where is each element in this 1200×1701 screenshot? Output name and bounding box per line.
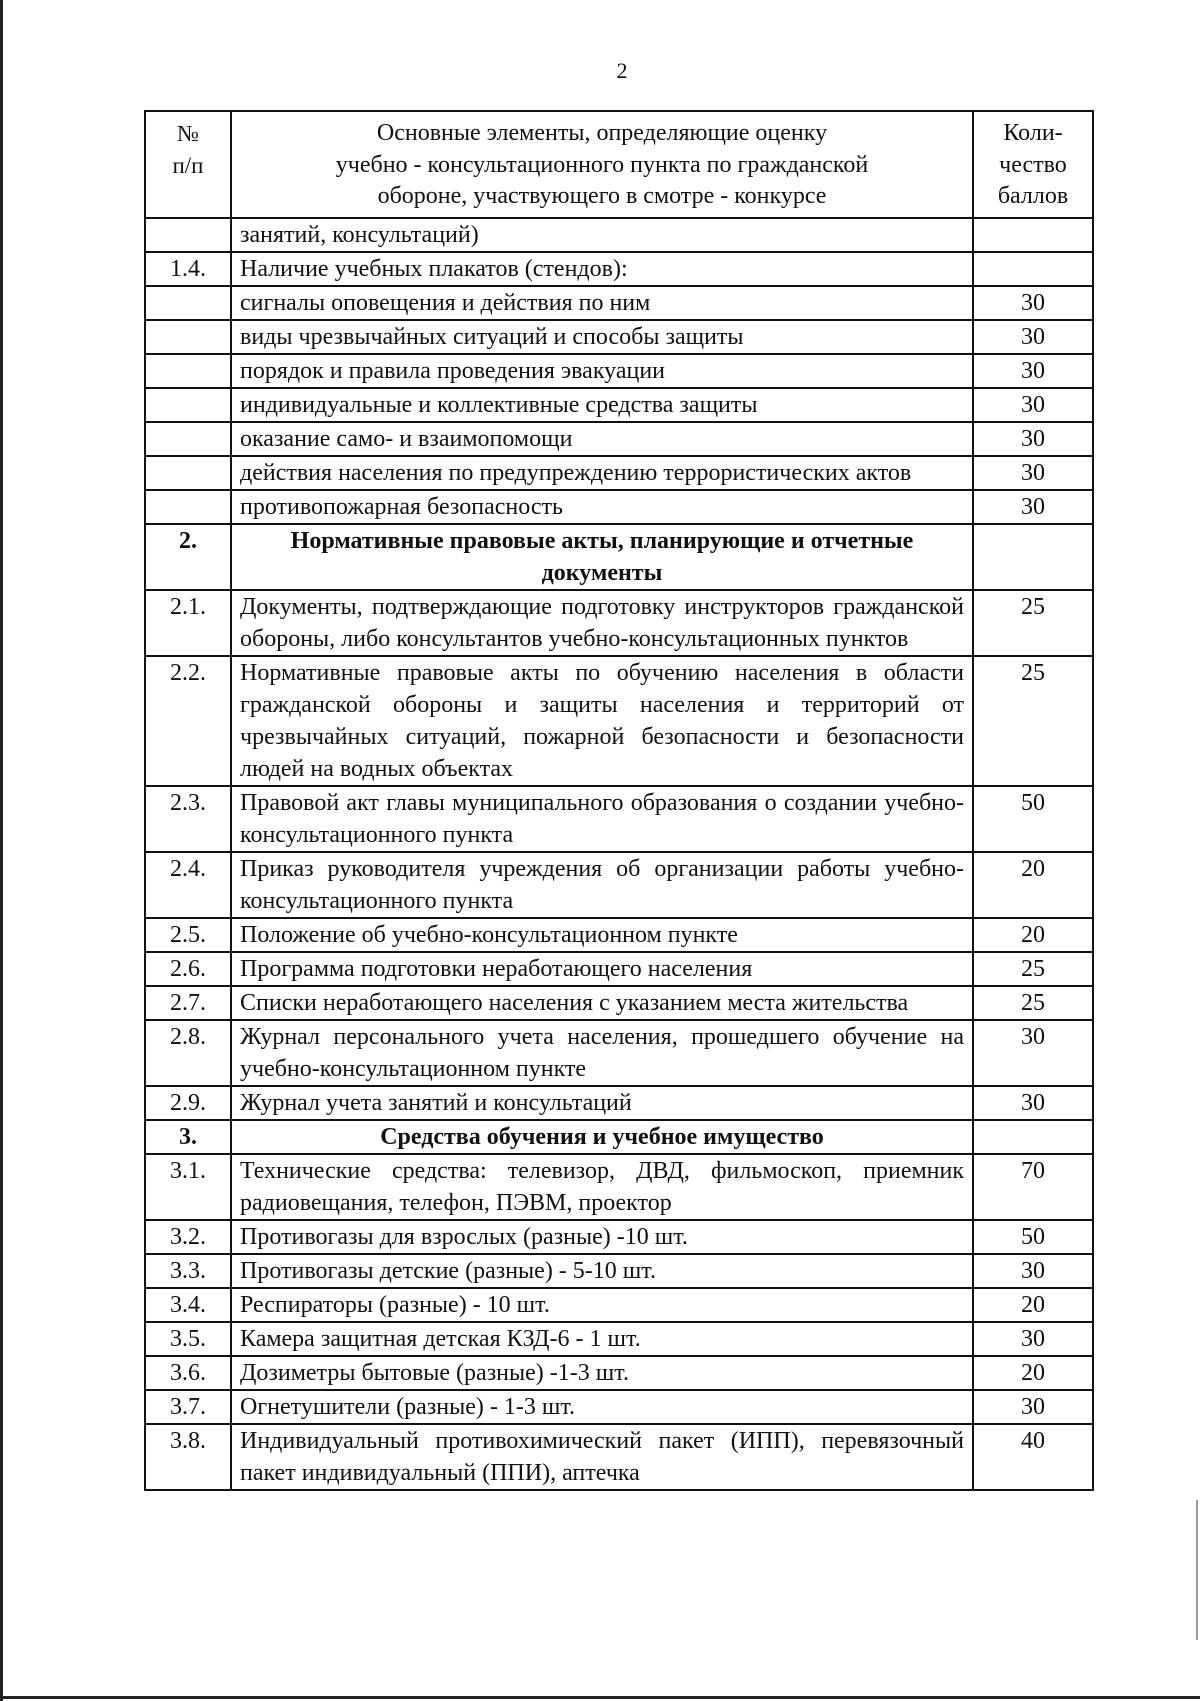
table-row [145, 286, 1093, 320]
row-description: Журнал персонального учета населения, прошедшего обучение на учебно-консультационном пункте [231, 1020, 973, 1086]
row-description: Камера защитная детская КЗД-6 - 1 шт. [231, 1322, 973, 1356]
row-description: противопожарная безопасность [231, 490, 973, 524]
row-description: Противогазы для взрослых (разные) -10 шт. [231, 1220, 973, 1254]
row-description: порядок и правила проведения эвакуации [231, 354, 973, 388]
row-number [145, 354, 231, 388]
row-points: 30 [973, 286, 1093, 320]
scan-edge-left [0, 0, 3, 1701]
row-description: Противогазы детские (разные) - 5-10 шт. [231, 1254, 973, 1288]
scan-edge-bottom [0, 1696, 1200, 1699]
row-description: Наличие учебных плакатов (стендов): [231, 252, 973, 286]
section-row [145, 524, 1093, 590]
row-points [973, 524, 1093, 590]
row-description: сигналы оповещения и действия по ним [231, 286, 973, 320]
table-row [145, 590, 1093, 656]
row-points: 30 [973, 388, 1093, 422]
row-description: Индивидуальный противохимический пакет (ИПП), перевязочный пакет индивидуальный (ППИ), аптечка [231, 1424, 973, 1490]
table-row [145, 786, 1093, 852]
row-number: 2.9. [145, 1086, 231, 1120]
table-row [145, 1086, 1093, 1120]
row-number: 2.6. [145, 952, 231, 986]
row-number: 3.4. [145, 1288, 231, 1322]
row-number [145, 320, 231, 354]
row-description: занятий, консультаций) [231, 218, 973, 252]
table-row [145, 918, 1093, 952]
row-description: Дозиметры бытовые (разные) -1-3 шт. [231, 1356, 973, 1390]
row-points: 30 [973, 490, 1093, 524]
table-row [145, 456, 1093, 490]
row-description: Правовой акт главы муниципального образования о создании учебно-консультационного пункта [231, 786, 973, 852]
row-points: 25 [973, 986, 1093, 1020]
row-number: 3.8. [145, 1424, 231, 1490]
row-points: 30 [973, 1390, 1093, 1424]
table-row [145, 852, 1093, 918]
row-description: Нормативные правовые акты по обучению населения в области гражданской обороны и защиты населения и территорий от чрезвычайных ситуаций, пожарной безопасности и безопасности людей на водных объектах [231, 656, 973, 786]
row-description: Документы, подтверждающие подготовку инструкторов гражданской обороны, либо консультантов учебно-консультационных пунктов [231, 590, 973, 656]
row-description: индивидуальные и коллективные средства защиты [231, 388, 973, 422]
row-points [973, 1120, 1093, 1154]
table-row [145, 952, 1093, 986]
row-points: 30 [973, 1020, 1093, 1086]
row-number [145, 388, 231, 422]
row-description: Огнетушители (разные) - 1-3 шт. [231, 1390, 973, 1424]
table-body [145, 111, 1093, 1490]
scan-edge-right [1196, 1500, 1198, 1640]
row-points: 30 [973, 1322, 1093, 1356]
row-points: 20 [973, 1356, 1093, 1390]
table-header-row [145, 111, 1093, 218]
row-number [145, 218, 231, 252]
table-row [145, 1390, 1093, 1424]
table-row [145, 354, 1093, 388]
table-row [145, 1424, 1093, 1490]
table-row [145, 252, 1093, 286]
row-number: 3.3. [145, 1254, 231, 1288]
section-row [145, 1120, 1093, 1154]
row-points: 50 [973, 1220, 1093, 1254]
table-row [145, 422, 1093, 456]
row-description: виды чрезвычайных ситуаций и способы защиты [231, 320, 973, 354]
row-number: 3.6. [145, 1356, 231, 1390]
table-row [145, 1356, 1093, 1390]
row-number: 3.2. [145, 1220, 231, 1254]
row-description: Положение об учебно-консультационном пункте [231, 918, 973, 952]
row-points [973, 252, 1093, 286]
table-row [145, 986, 1093, 1020]
table-row [145, 1220, 1093, 1254]
evaluation-table [144, 110, 1094, 1491]
header-description: Основные элементы, определяющие оценку учебно - консультационного пункта по гражданской обороне, участвующего в смотре - конкурсе [231, 111, 973, 218]
row-number: 3. [145, 1120, 231, 1154]
row-description: Списки неработающего населения с указанием места жительства [231, 986, 973, 1020]
row-description: Респираторы (разные) - 10 шт. [231, 1288, 973, 1322]
row-number [145, 422, 231, 456]
table-row [145, 218, 1093, 252]
row-number: 2. [145, 524, 231, 590]
table-row [145, 1020, 1093, 1086]
row-number [145, 286, 231, 320]
header-points: Коли- чество баллов [973, 111, 1093, 218]
row-number: 2.4. [145, 852, 231, 918]
row-number: 2.3. [145, 786, 231, 852]
row-description: Технические средства: телевизор, ДВД, фильмоскоп, приемник радиовещания, телефон, ПЭВМ, проектор [231, 1154, 973, 1220]
row-number: 3.1. [145, 1154, 231, 1220]
row-number: 2.8. [145, 1020, 231, 1086]
row-description: Нормативные правовые акты, планирующие и отчетные документы [231, 524, 973, 590]
row-points: 30 [973, 456, 1093, 490]
row-number: 3.5. [145, 1322, 231, 1356]
table-row [145, 1154, 1093, 1220]
row-points: 20 [973, 852, 1093, 918]
row-points: 25 [973, 590, 1093, 656]
table-row [145, 656, 1093, 786]
row-description: Журнал учета занятий и консультаций [231, 1086, 973, 1120]
row-description: действия населения по предупреждению террористических актов [231, 456, 973, 490]
row-description: оказание само- и взаимопомощи [231, 422, 973, 456]
row-points: 30 [973, 354, 1093, 388]
table-row [145, 388, 1093, 422]
row-points: 30 [973, 1086, 1093, 1120]
row-number: 2.5. [145, 918, 231, 952]
row-points: 30 [973, 1254, 1093, 1288]
row-description: Приказ руководителя учреждения об организации работы учебно-консультационного пункта [231, 852, 973, 918]
row-points: 70 [973, 1154, 1093, 1220]
row-number: 2.7. [145, 986, 231, 1020]
row-points: 20 [973, 1288, 1093, 1322]
table-row [145, 320, 1093, 354]
row-number: 1.4. [145, 252, 231, 286]
table-row [145, 1288, 1093, 1322]
row-points [973, 218, 1093, 252]
row-number: 2.1. [145, 590, 231, 656]
row-points: 25 [973, 952, 1093, 986]
table-row [145, 490, 1093, 524]
row-number [145, 456, 231, 490]
row-points: 20 [973, 918, 1093, 952]
row-description: Средства обучения и учебное имущество [231, 1120, 973, 1154]
row-points: 30 [973, 320, 1093, 354]
row-description: Программа подготовки неработающего населения [231, 952, 973, 986]
row-points: 30 [973, 422, 1093, 456]
row-points: 50 [973, 786, 1093, 852]
row-number: 2.2. [145, 656, 231, 786]
table-row [145, 1322, 1093, 1356]
row-number: 3.7. [145, 1390, 231, 1424]
header-num: № п/п [145, 111, 231, 218]
table-row [145, 1254, 1093, 1288]
page-number: 2 [616, 58, 628, 83]
row-number [145, 490, 231, 524]
row-points: 40 [973, 1424, 1093, 1490]
row-points: 25 [973, 656, 1093, 786]
